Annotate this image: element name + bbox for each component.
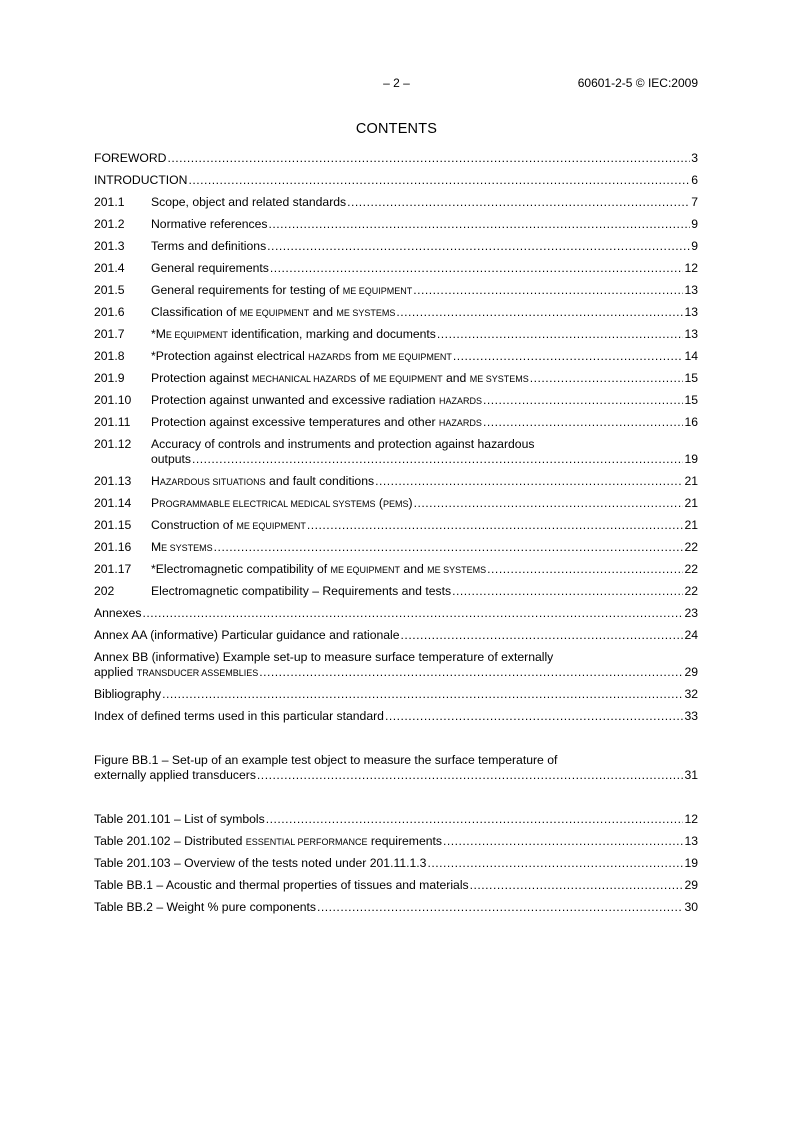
toc-page-number: 15 xyxy=(684,393,698,407)
toc-text: P xyxy=(151,496,160,510)
toc-entry[interactable] xyxy=(94,261,698,276)
dot-leader xyxy=(257,768,684,783)
dot-leader xyxy=(443,834,683,849)
toc-entry[interactable] xyxy=(94,474,698,489)
toc-entry-title xyxy=(151,474,374,490)
toc-text: INTRODUCTION xyxy=(94,173,188,187)
toc-page-number: 21 xyxy=(684,474,698,488)
toc-entry[interactable] xyxy=(94,305,698,320)
toc-entry-number: 201.10 xyxy=(94,393,132,407)
defined-term: ROGRAMMABLE ELECTRICAL MEDICAL SYSTEMS xyxy=(159,499,376,509)
toc-entry-title xyxy=(151,261,269,276)
table-of-contents xyxy=(94,151,698,915)
toc-entry-title xyxy=(151,562,486,578)
toc-text: M xyxy=(151,540,162,554)
toc-entry-title xyxy=(94,834,442,850)
dot-leader xyxy=(487,562,683,577)
toc-entry-line xyxy=(94,217,698,232)
dot-leader xyxy=(414,496,684,511)
toc-entry-title xyxy=(151,283,412,299)
toc-entry-number: 202 xyxy=(94,584,115,598)
toc-entry-line xyxy=(94,305,698,320)
dot-leader xyxy=(396,305,683,320)
toc-entry-line xyxy=(94,173,698,188)
defined-term: E SYSTEMS xyxy=(161,543,213,553)
toc-entry-line xyxy=(94,474,698,489)
toc-entry-number: 201.5 xyxy=(94,283,125,297)
toc-text: Normative references xyxy=(151,217,268,231)
toc-entry-line xyxy=(94,665,698,680)
toc-text: externally applied transducers xyxy=(94,768,256,782)
toc-entry[interactable] xyxy=(94,415,698,430)
dot-leader xyxy=(385,709,683,724)
dot-leader xyxy=(317,900,683,915)
dot-leader xyxy=(267,239,690,254)
toc-entry-number: 201.7 xyxy=(94,327,125,341)
dot-leader xyxy=(347,195,690,210)
toc-text: Construction of xyxy=(151,518,237,532)
toc-text: Annex AA (informative) Particular guidance and rationale xyxy=(94,628,400,642)
toc-page-number: 13 xyxy=(684,327,698,341)
toc-entry[interactable] xyxy=(94,437,698,467)
toc-entry[interactable] xyxy=(94,812,698,827)
toc-entry[interactable] xyxy=(94,349,698,364)
toc-page-number: 14 xyxy=(684,349,698,363)
toc-entry-line xyxy=(94,496,698,511)
toc-text: General requirements xyxy=(151,261,269,275)
toc-entry[interactable] xyxy=(94,151,698,166)
toc-entry[interactable] xyxy=(94,900,698,915)
toc-entry-line xyxy=(94,812,698,827)
toc-entry-title xyxy=(94,900,316,915)
toc-entry[interactable] xyxy=(94,239,698,254)
toc-page-number: 6 xyxy=(691,173,698,187)
toc-page-number: 13 xyxy=(684,283,698,297)
toc-page-number: 22 xyxy=(684,584,698,598)
toc-entry-number: 201.9 xyxy=(94,371,125,385)
toc-text: and fault conditions xyxy=(265,474,375,488)
toc-entry[interactable] xyxy=(94,283,698,298)
defined-term: HAZARDS xyxy=(438,418,482,428)
toc-entry[interactable] xyxy=(94,562,698,577)
dot-leader xyxy=(307,518,684,533)
dot-leader xyxy=(188,173,690,188)
toc-entry[interactable] xyxy=(94,856,698,871)
toc-entry-line xyxy=(94,562,698,577)
toc-entry-title xyxy=(94,628,400,643)
toc-entry-number: 201.15 xyxy=(94,518,132,532)
defined-term: ME EQUIPMENT xyxy=(330,565,401,575)
toc-entry-title xyxy=(151,371,529,387)
toc-entry[interactable] xyxy=(94,540,698,555)
toc-entry-number: 201.14 xyxy=(94,496,132,510)
toc-entry-title xyxy=(151,195,346,210)
page-number: – 2 – xyxy=(383,76,410,90)
toc-entry-first-line xyxy=(94,650,698,665)
toc-entry[interactable] xyxy=(94,628,698,643)
toc-entry-title xyxy=(94,665,258,681)
toc-entry-title xyxy=(151,518,306,534)
toc-entry[interactable] xyxy=(94,709,698,724)
toc-entry[interactable] xyxy=(94,584,698,599)
toc-page-number: 22 xyxy=(684,562,698,576)
dot-leader xyxy=(269,217,691,232)
defined-term: MECHANICAL HAZARDS xyxy=(251,374,357,384)
toc-text: identification, marking and documents xyxy=(227,327,436,341)
defined-term: TRANSDUCER ASSEMBLIES xyxy=(136,668,259,678)
toc-text: requirements xyxy=(367,834,442,848)
toc-entry-line xyxy=(94,540,698,555)
toc-page-number: 29 xyxy=(684,665,698,679)
toc-entry-number: 201.2 xyxy=(94,217,125,231)
toc-page-number: 31 xyxy=(684,768,698,782)
toc-entry-line xyxy=(94,856,698,871)
toc-page-number: 12 xyxy=(684,812,698,826)
toc-page-number: 3 xyxy=(691,151,698,165)
toc-entry-title xyxy=(94,878,469,893)
toc-entry-title xyxy=(151,584,451,599)
toc-entry-title xyxy=(151,393,482,409)
toc-entry-number: 201.1 xyxy=(94,195,125,209)
dot-leader xyxy=(266,812,684,827)
toc-text: Protection against xyxy=(151,371,252,385)
toc-entry-title xyxy=(94,151,166,166)
toc-page-number: 21 xyxy=(684,518,698,532)
dot-leader xyxy=(470,878,684,893)
toc-text: Electromagnetic compatibility – Requirements and tests xyxy=(151,584,452,598)
toc-entry-line xyxy=(94,878,698,893)
toc-entry-title xyxy=(94,768,256,783)
toc-entry-title xyxy=(94,812,265,827)
toc-text: General requirements for testing of xyxy=(151,283,343,297)
toc-entry-line xyxy=(94,834,698,849)
toc-text: H xyxy=(151,474,160,488)
toc-entry-title-first-line: Figure BB.1 – Set-up of an example test object to measure the surface temperature of xyxy=(94,753,558,767)
toc-entry-number: 201.6 xyxy=(94,305,125,319)
defined-term: E EQUIPMENT xyxy=(165,330,228,340)
toc-entry[interactable] xyxy=(94,327,698,342)
toc-entry-title xyxy=(151,496,413,512)
dot-leader xyxy=(259,665,683,680)
toc-text: and xyxy=(442,371,470,385)
dot-leader xyxy=(437,327,684,342)
toc-entry-title xyxy=(94,709,384,724)
toc-entry-title xyxy=(94,856,426,871)
toc-entry-line xyxy=(94,239,698,254)
toc-entry[interactable] xyxy=(94,753,698,783)
toc-entry[interactable] xyxy=(94,518,698,533)
toc-text: Index of defined terms used in this particular standard xyxy=(94,709,384,723)
toc-entry-number: 201.8 xyxy=(94,349,125,363)
toc-entry-title xyxy=(151,415,482,431)
toc-text: Annexes xyxy=(94,606,142,620)
toc-entry-title xyxy=(94,606,141,621)
toc-text: ) xyxy=(408,496,413,510)
toc-entry[interactable] xyxy=(94,393,698,408)
toc-entry-number: 201.4 xyxy=(94,261,125,275)
toc-entry-line xyxy=(94,584,698,599)
dot-leader xyxy=(453,349,684,364)
toc-entry[interactable] xyxy=(94,834,698,849)
toc-entry-line xyxy=(94,195,698,210)
toc-page-number: 13 xyxy=(684,305,698,319)
toc-text: outputs xyxy=(151,452,191,466)
toc-entry[interactable] xyxy=(94,687,698,702)
toc-text: Table BB.1 – Acoustic and thermal properties of tissues and materials xyxy=(94,878,469,892)
toc-entry-title xyxy=(151,349,452,365)
toc-page-number: 7 xyxy=(691,195,698,209)
dot-leader xyxy=(413,283,683,298)
toc-text: and xyxy=(309,305,337,319)
toc-entry[interactable] xyxy=(94,650,698,680)
toc-text: Bibliography xyxy=(94,687,162,701)
toc-text: Terms and definitions xyxy=(151,239,267,253)
dot-leader xyxy=(214,540,684,555)
toc-entry-first-line xyxy=(94,437,698,452)
toc-entry-line xyxy=(94,606,698,621)
defined-term: ME SYSTEMS xyxy=(469,374,529,384)
toc-entry-title-first-line: Accuracy of controls and instruments and protection against hazardous xyxy=(151,437,535,451)
dot-leader xyxy=(452,584,683,599)
toc-page-number: 29 xyxy=(684,878,698,892)
defined-term: ME EQUIPMENT xyxy=(239,308,310,318)
toc-page-number: 9 xyxy=(691,217,698,231)
toc-page-number: 32 xyxy=(684,687,698,701)
toc-text: and xyxy=(400,562,428,576)
toc-entry-line xyxy=(94,628,698,643)
toc-entry-line xyxy=(94,452,698,467)
toc-entry-first-line xyxy=(94,753,698,768)
toc-entry-title xyxy=(94,687,161,702)
toc-page-number: 23 xyxy=(684,606,698,620)
toc-entry-number: 201.13 xyxy=(94,474,132,488)
toc-page-number: 12 xyxy=(684,261,698,275)
toc-entry-line xyxy=(94,415,698,430)
toc-page-number: 33 xyxy=(684,709,698,723)
defined-term: ME EQUIPMENT xyxy=(342,286,413,296)
toc-entry-line xyxy=(94,687,698,702)
defined-term: HAZARDS xyxy=(308,352,352,362)
toc-page-number: 30 xyxy=(684,900,698,914)
defined-term: PEMS xyxy=(382,499,409,509)
toc-text: Table BB.2 – Weight % pure components xyxy=(94,900,316,914)
toc-entry-title xyxy=(151,305,395,321)
toc-text: *M xyxy=(151,327,166,341)
toc-entry-number: 201.3 xyxy=(94,239,125,253)
toc-entry-number: 201.11 xyxy=(94,415,131,429)
dot-leader xyxy=(142,606,683,621)
toc-text: Table 201.101 – List of symbols xyxy=(94,812,265,826)
toc-page-number: 16 xyxy=(684,415,698,429)
toc-text: applied xyxy=(94,665,137,679)
dot-leader xyxy=(530,371,684,386)
dot-leader xyxy=(401,628,684,643)
toc-entry-line xyxy=(94,371,698,386)
dot-leader xyxy=(483,415,684,430)
toc-entry[interactable] xyxy=(94,195,698,210)
defined-term: ME EQUIPMENT xyxy=(382,352,452,362)
defined-term: AZARDOUS SITUATIONS xyxy=(159,477,266,487)
toc-entry-line xyxy=(94,768,698,783)
toc-page-number: 9 xyxy=(691,239,698,253)
toc-entry[interactable] xyxy=(94,217,698,232)
toc-page-number: 19 xyxy=(684,856,698,870)
toc-entry-title xyxy=(151,239,266,254)
toc-entry-title xyxy=(151,217,268,232)
toc-page-number: 21 xyxy=(684,496,698,510)
toc-text: Protection against unwanted and excessive radiation xyxy=(151,393,439,407)
toc-entry[interactable] xyxy=(94,878,698,893)
toc-entry-title xyxy=(151,540,213,556)
toc-entry[interactable] xyxy=(94,496,698,511)
toc-text: Protection against excessive temperatures and other xyxy=(151,415,439,429)
toc-entry[interactable] xyxy=(94,606,698,621)
toc-text: Scope, object and related standards xyxy=(151,195,347,209)
toc-entry-line xyxy=(94,261,698,276)
toc-text: FOREWORD xyxy=(94,151,167,165)
document-reference: 60601-2-5 © IEC:2009 xyxy=(577,76,698,90)
toc-page-number: 15 xyxy=(684,371,698,385)
defined-term: ME EQUIPMENT xyxy=(373,374,443,384)
toc-page-number: 19 xyxy=(684,452,698,466)
toc-entry-title xyxy=(151,452,191,467)
defined-term: HAZARDS xyxy=(438,396,482,406)
toc-text: ( xyxy=(375,496,383,510)
toc-entry-line xyxy=(94,709,698,724)
toc-text: Classification of xyxy=(151,305,240,319)
toc-text: *Electromagnetic compatibility of xyxy=(151,562,331,576)
defined-term: ME EQUIPMENT xyxy=(236,521,306,531)
toc-text: from xyxy=(351,349,383,363)
toc-entry-line xyxy=(94,518,698,533)
dot-leader xyxy=(483,393,683,408)
toc-entry-line xyxy=(94,327,698,342)
dot-leader xyxy=(167,151,690,166)
defined-term: ME SYSTEMS xyxy=(427,565,487,575)
toc-entry[interactable] xyxy=(94,173,698,188)
toc-entry-number: 201.12 xyxy=(94,437,132,451)
toc-page-number: 22 xyxy=(684,540,698,554)
dot-leader xyxy=(375,474,683,489)
toc-entry-line xyxy=(94,283,698,298)
toc-entry-line xyxy=(94,349,698,364)
toc-entry-number: 201.17 xyxy=(94,562,132,576)
dot-leader xyxy=(270,261,684,276)
toc-entry-number: 201.16 xyxy=(94,540,132,554)
toc-entry[interactable] xyxy=(94,371,698,386)
dot-leader xyxy=(192,452,683,467)
toc-entry-line xyxy=(94,900,698,915)
defined-term: ESSENTIAL PERFORMANCE xyxy=(245,837,368,847)
toc-entry-title-first-line: Annex BB (informative) Example set-up to measure surface temperature of externally xyxy=(94,650,554,664)
dot-leader xyxy=(162,687,683,702)
toc-text: Table 201.103 – Overview of the tests noted under 201.11.1.3 xyxy=(94,856,427,870)
toc-text: Table 201.102 – Distributed xyxy=(94,834,246,848)
page-title: CONTENTS xyxy=(355,121,438,137)
toc-entry-line xyxy=(94,151,698,166)
toc-entry-line xyxy=(94,393,698,408)
dot-leader xyxy=(427,856,683,871)
defined-term: ME SYSTEMS xyxy=(336,308,396,318)
toc-page-number: 13 xyxy=(684,834,698,848)
toc-entry-title xyxy=(151,327,436,343)
toc-entry-title xyxy=(94,173,187,188)
toc-text: of xyxy=(356,371,374,385)
toc-text: *Protection against electrical xyxy=(151,349,309,363)
toc-page-number: 24 xyxy=(684,628,698,642)
